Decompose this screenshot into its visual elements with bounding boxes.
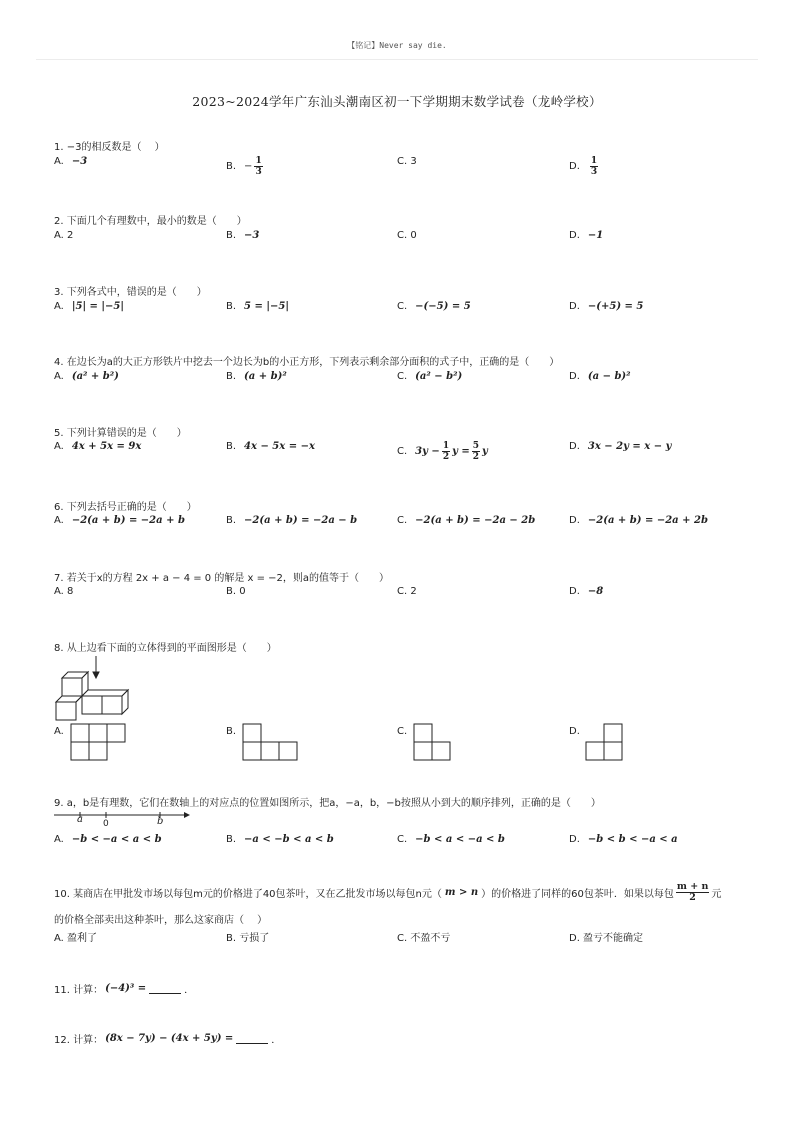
- axis-label-a: a: [77, 814, 83, 825]
- option-text: A. 2: [54, 230, 74, 241]
- stem-text: ）的价格进了同样的60包茶叶．如果以每包: [481, 889, 674, 900]
- stem-text: 12. 计算：: [54, 1035, 104, 1046]
- option-b[interactable]: [226, 586, 246, 597]
- option-text: C. 2: [397, 586, 417, 597]
- option-letter: B.: [226, 726, 237, 737]
- option-letter: A.: [54, 515, 64, 526]
- option-value: y: [482, 446, 488, 457]
- option-d[interactable]: [569, 301, 643, 312]
- question-2-options: [0, 230, 794, 250]
- option-letter: B.: [226, 441, 237, 452]
- question-11: [54, 981, 194, 996]
- option-value: −2(a + b) = −2a + 2b: [587, 515, 708, 526]
- question-5-stem: 5. 下列计算错误的是（ ）: [54, 428, 187, 439]
- option-b[interactable]: [226, 371, 287, 382]
- option-d[interactable]: [569, 929, 643, 944]
- option-letter: D.: [569, 441, 580, 452]
- option-text: C. 3: [397, 156, 417, 167]
- option-b[interactable]: [226, 156, 265, 177]
- option-letter: A.: [54, 156, 64, 167]
- question-4-stem: 4. 在边长为a的大正方形铁片中挖去一个边长为b的小正方形，下列表示剩余部分面积的式子中，正确的是（ ）: [54, 357, 560, 368]
- option-a[interactable]: [54, 301, 124, 312]
- option-c-figure: [413, 723, 453, 761]
- option-c[interactable]: [397, 230, 417, 241]
- page-header: 【铭记】Never say die.: [347, 41, 447, 50]
- denominator: 3: [590, 167, 598, 177]
- question-9-stem: 9. a，b是有理数，它们在数轴上的对应点的位置如图所示，把a，−a，b，−b按照从小到大的顺序排列，正确的是（ ）: [54, 798, 601, 809]
- stem-text: 10. 某商店在甲批发市场以每包m元的价格进了40包茶叶，又在乙批发市场以每包n元（: [54, 889, 442, 900]
- option-a[interactable]: [54, 515, 185, 526]
- option-value: 3y −: [415, 446, 440, 457]
- option-c[interactable]: [397, 441, 488, 462]
- option-letter: D.: [569, 515, 580, 526]
- axis-label-zero: 0: [103, 819, 109, 829]
- option-letter: C.: [397, 301, 408, 312]
- minus-sign: −: [244, 161, 253, 172]
- denominator: 2: [472, 452, 480, 462]
- question-10-stem: [54, 882, 721, 903]
- option-d[interactable]: [569, 515, 708, 526]
- option-value: −2(a + b) = −2a + b: [71, 515, 185, 526]
- question-8-stem: 8. 从上边看下面的立体得到的平面图形是（ ）: [54, 643, 277, 654]
- option-letter: B.: [226, 834, 237, 845]
- option-letter: B.: [226, 515, 237, 526]
- option-c[interactable]: [397, 726, 407, 737]
- option-text: C. 0: [397, 230, 417, 241]
- stem-text: ．: [184, 985, 195, 996]
- option-a[interactable]: [54, 441, 141, 452]
- option-d[interactable]: [569, 441, 671, 452]
- question-7-stem: 7. 若关于x的方程 2x + a − 4 = 0 的解是 x = −2，则a的值等于（ ）: [54, 573, 390, 584]
- option-a[interactable]: [54, 586, 73, 597]
- option-d[interactable]: [569, 834, 678, 845]
- option-value: −b < −a < a < b: [71, 834, 162, 845]
- option-value: (a + b)²: [244, 371, 287, 382]
- option-a-figure: [70, 723, 126, 761]
- stem-text: 11. 计算：: [54, 985, 104, 996]
- numerator: 5: [472, 441, 480, 451]
- option-c[interactable]: [397, 586, 417, 597]
- option-d[interactable]: [569, 726, 580, 737]
- option-b-figure: [242, 723, 298, 761]
- fraction: [472, 441, 480, 462]
- option-value: −3: [71, 156, 88, 167]
- option-d[interactable]: [569, 230, 603, 241]
- option-value: y =: [452, 446, 470, 457]
- option-letter: D.: [569, 726, 580, 737]
- question-2-stem: 2. 下面几个有理数中，最小的数是（ ）: [54, 216, 247, 227]
- option-a[interactable]: [54, 230, 73, 241]
- option-letter: C.: [397, 515, 408, 526]
- question-1-stem: 1. −3的相反数是（ ）: [54, 142, 165, 153]
- denominator: 2: [689, 892, 696, 903]
- question-10-stem-line2: 的价格全部卖出这种茶叶，那么这家商店（ ）: [54, 915, 268, 926]
- numerator: m + n: [676, 881, 709, 892]
- option-c[interactable]: [397, 156, 417, 167]
- option-letter: C.: [397, 371, 408, 382]
- numerator: 1: [590, 156, 598, 166]
- option-value: −(+5) = 5: [587, 301, 644, 312]
- option-text: B. 亏损了: [226, 933, 270, 944]
- option-c[interactable]: [397, 301, 471, 312]
- option-letter: D.: [569, 161, 580, 172]
- numerator: 1: [255, 156, 262, 166]
- answer-blank[interactable]: [236, 1033, 268, 1044]
- question-6-options: [0, 515, 794, 535]
- option-letter: C.: [397, 726, 408, 737]
- option-b[interactable]: [226, 726, 236, 737]
- answer-blank[interactable]: [149, 983, 181, 994]
- option-letter: C.: [397, 446, 408, 457]
- option-letter: A.: [54, 301, 64, 312]
- option-letter: A.: [54, 834, 64, 845]
- option-value: 5 = |−5|: [244, 301, 289, 312]
- stem-text: ．: [271, 1035, 282, 1046]
- condition: m > n: [444, 887, 479, 898]
- option-letter: A.: [54, 371, 64, 382]
- fraction: [676, 882, 710, 903]
- fraction: [442, 441, 450, 462]
- option-letter: D.: [569, 834, 580, 845]
- option-c[interactable]: [397, 834, 505, 845]
- question-8-options: [0, 723, 794, 763]
- fraction: [590, 156, 598, 177]
- option-value: −2(a + b) = −2a − b: [244, 515, 358, 526]
- option-b[interactable]: [226, 301, 289, 312]
- option-a[interactable]: [54, 371, 119, 382]
- option-letter: B.: [226, 371, 237, 382]
- solid-figure: [54, 656, 134, 724]
- option-b[interactable]: [226, 230, 259, 241]
- option-value: −b < a < −a < b: [415, 834, 505, 845]
- option-letter: D.: [569, 301, 580, 312]
- option-a[interactable]: [54, 929, 97, 944]
- stem-text: 元: [711, 889, 722, 900]
- question-7-options: [0, 586, 794, 606]
- option-d[interactable]: [569, 371, 631, 382]
- option-value: −3: [244, 230, 260, 241]
- option-letter: B.: [226, 161, 237, 172]
- expression: (−4)³ =: [105, 983, 147, 994]
- question-3-options: [0, 301, 794, 321]
- question-3-stem: 3. 下列各式中，错误的是（ ）: [54, 287, 207, 298]
- option-d[interactable]: [569, 156, 600, 177]
- option-letter: D.: [569, 230, 580, 241]
- option-value: −b < b < −a < a: [587, 834, 678, 845]
- question-6-stem: 6. 下列去括号正确的是（ ）: [54, 502, 197, 513]
- option-b[interactable]: [226, 929, 269, 944]
- option-value: −a < −b < a < b: [244, 834, 334, 845]
- exam-title: 2023~2024学年广东汕头潮南区初一下学期期末数学试卷（龙岭学校）: [192, 94, 602, 109]
- denominator: 2: [442, 452, 450, 462]
- option-value: −(−5) = 5: [415, 301, 471, 312]
- fraction: [254, 156, 262, 177]
- option-a[interactable]: [54, 156, 87, 167]
- option-d[interactable]: [569, 586, 603, 597]
- option-text: A. 8: [54, 586, 74, 597]
- option-letter: B.: [226, 230, 237, 241]
- question-9-options: [0, 834, 794, 854]
- header-divider: [36, 59, 758, 60]
- question-10-options: [0, 929, 794, 949]
- number-line: [54, 810, 194, 832]
- numerator: 1: [442, 441, 450, 451]
- option-value: (a − b)²: [587, 371, 631, 382]
- option-letter: A.: [54, 726, 64, 737]
- option-c[interactable]: [397, 371, 462, 382]
- option-b[interactable]: [226, 834, 334, 845]
- option-letter: D.: [569, 371, 580, 382]
- denominator: 3: [255, 167, 262, 177]
- option-text: B. 0: [226, 586, 246, 597]
- option-value: 3x − 2y = x − y: [587, 441, 672, 452]
- option-value: −1: [587, 230, 604, 241]
- option-c[interactable]: [397, 929, 450, 944]
- option-c[interactable]: [397, 515, 535, 526]
- option-value: |5| = |−5|: [71, 301, 125, 312]
- option-letter: B.: [226, 301, 237, 312]
- option-text: D. 盈亏不能确定: [569, 933, 644, 944]
- axis-label-b: b: [157, 816, 164, 827]
- question-4-options: [0, 371, 794, 391]
- option-value: (a² + b²): [71, 371, 119, 382]
- expression: (8x − 7y) − (4x + 5y) =: [105, 1033, 234, 1044]
- option-text: C. 不盈不亏: [397, 933, 451, 944]
- option-letter: C.: [397, 834, 408, 845]
- option-a[interactable]: [54, 726, 64, 737]
- question-1-options: [0, 156, 794, 176]
- option-value: −2(a + b) = −2a − 2b: [415, 515, 536, 526]
- option-value: −8: [587, 586, 604, 597]
- option-d-figure: [585, 723, 625, 761]
- option-b[interactable]: [226, 441, 315, 452]
- option-value: 4x − 5x = −x: [244, 441, 315, 452]
- option-text: A. 盈利了: [54, 933, 98, 944]
- question-5-options: [0, 441, 794, 461]
- option-b[interactable]: [226, 515, 357, 526]
- option-value: (a² − b²): [415, 371, 463, 382]
- option-letter: D.: [569, 586, 580, 597]
- question-12: [54, 1031, 281, 1046]
- option-a[interactable]: [54, 834, 162, 845]
- option-value: 4x + 5x = 9x: [71, 441, 142, 452]
- option-letter: A.: [54, 441, 64, 452]
